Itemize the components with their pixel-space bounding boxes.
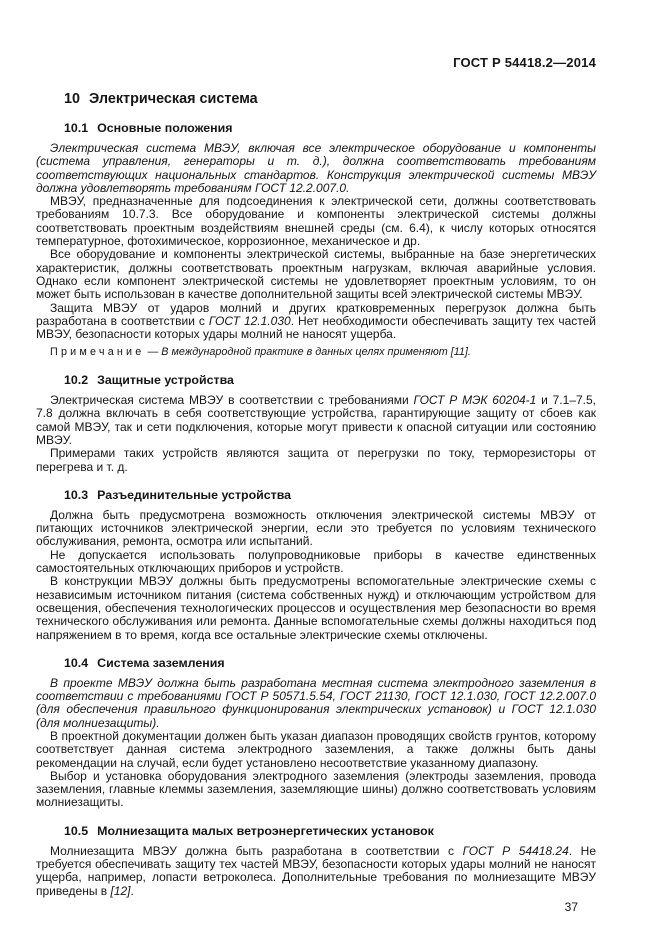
paragraph-10-1-3: Все оборудование и компоненты электрической системы, выбранные на базе энергетических характеристик, должны соответствовать проектным нагрузкам, включая аварийные условия. Однако если компонент электрической системы не удовлетворяет проектным условиям, то он может быть использован в качестве дополнительной защиты всей электрической системы МВЭУ. xyxy=(36,247,596,302)
section-heading-10-2 xyxy=(64,373,596,387)
paragraph-10-2-2: Примерами таких устройств являются защита от перегрузки по току, терморезисторы от перегрева и т. д. xyxy=(36,446,596,474)
section-heading-10-5 xyxy=(64,824,596,838)
paragraph-10-4-3: Выбор и установка оборудования электродного заземления (электроды заземления, провода заземления, главные клеммы заземления, заземляющие шины) должно соответствовать условиям молниезащиты. xyxy=(36,768,596,810)
paragraph-text: Электрическая система МВЭУ в соответствии с требованиями xyxy=(50,393,414,408)
section-number: 10.2 xyxy=(64,373,89,388)
gost-reference: ГОСТ Р МЭК 60204-1 xyxy=(413,393,537,408)
paragraph-10-3-1: Должна быть предусмотрена возможность отключения электрической системы МВЭУ от питающих источников электрической энергии, если это требуется по условиям технического обслуживания, ремонта, осмотра или испытаний. xyxy=(36,507,596,549)
note-10-1 xyxy=(36,346,596,359)
chapter-heading xyxy=(64,91,596,107)
section-heading-10-4 xyxy=(64,656,596,670)
paragraph-10-2-1 xyxy=(36,394,596,447)
section-number: 10.1 xyxy=(64,121,89,135)
note-dash: — xyxy=(147,346,159,359)
section-title: Защитные устройства xyxy=(97,373,234,388)
paragraph-text: Защита МВЭУ от ударов молний и других кратковременных перегрузок должна быть разработана в соответствии с xyxy=(36,300,596,328)
paragraph-10-1-4 xyxy=(36,302,596,342)
chapter-number: 10 xyxy=(64,91,81,107)
chapter-title: Электрическая система xyxy=(89,91,258,107)
section-title: Система заземления xyxy=(97,655,225,670)
bibliography-reference: [12] xyxy=(110,883,131,898)
gost-reference: ГОСТ Р 54418.24 xyxy=(462,843,569,858)
gost-reference: ГОСТ 12.1.030 xyxy=(208,313,291,328)
paragraph-text: и 7.1–7.5, 7.8 должна включать в себя соответствующие устройства, гарантирующие защиту от сбоев как самой МВЭУ, так и сети подключения, которые могут привести к опасной ситуации или состоянию МВЭУ. xyxy=(36,393,597,447)
section-number: 10.4 xyxy=(64,655,89,670)
section-title: Разъединительные устройства xyxy=(97,487,292,502)
paragraph-10-4-1: В проекте МВЭУ должна быть разработана местная система электродного заземления в соответствии с требованиями ГОСТ Р 50571.5.54, ГОСТ 21130, ГОСТ 12.1.030, ГОСТ 12.2.007.0 (для обеспечения правильного функционирования электрических установок) и ГОСТ 12.1.030 (для молниезащиты). xyxy=(36,675,596,730)
paragraph-10-1-1: Электрическая система МВЭУ, включая все электрическое оборудование и компоненты (система управления, генераторы и т. д.), должна соответствовать требованиям соответствующих национальных стандартов. Конструкция электрической системы МВЭУ должна удовлетворять требованиям ГОСТ 12.2.007.0. xyxy=(36,141,596,195)
doc-code: ГОСТ Р 54418.2—2014 xyxy=(453,55,596,70)
section-title: Молниезащита малых ветроэнергетических установок xyxy=(97,823,434,838)
paragraph-text: . Нет необходимости обеспечивать защиту тех частей МВЭУ, безопасности которых удары молний не наносят ущерба. xyxy=(36,313,597,342)
paragraph-10-1-2: МВЭУ, предназначенные для подсоединения к электрической сети, должны соответствовать требованиям 10.7.3. Все оборудование и компоненты электрической системы должны соответствовать проектным воздействиям внешней среды (см. 6.4), к числу которых относятся температурное, фотохимическое, коррозионное, механическое и др. xyxy=(36,194,596,249)
note-label: Примечание xyxy=(50,346,145,359)
paragraph-10-3-3: В конструкции МВЭУ должны быть предусмотрены вспомогательные электрические схемы с независимым источником питания (система собственных нужд) и отключающим устройством для освещения, обеспечения технологических процессов и осуществления мер безопасности во время технического обслуживания или ремонта. Данные вспомогательные схемы должны находиться под напряжением в то время, когда все остальные электрические схемы отключены. xyxy=(36,574,596,642)
section-heading-10-1 xyxy=(64,121,596,135)
paragraph-text: . Не требуется обеспечивать защиту тех частей МВЭУ, безопасности которых удары молний не наносят ущерба, например, лопасти ветроколеса. Дополнительные требования по молниезащите МВЭУ приведены в xyxy=(36,843,596,898)
paragraph-10-5-1 xyxy=(36,845,596,898)
section-number: 10.5 xyxy=(64,823,89,838)
note-text: В международной практике в данных целях применяют [11]. xyxy=(161,346,471,359)
page-number: 37 xyxy=(564,899,578,914)
section-number: 10.3 xyxy=(64,487,89,502)
paragraph-text: . xyxy=(130,883,134,898)
section-title: Основные положения xyxy=(97,121,233,135)
section-heading-10-3 xyxy=(64,488,596,502)
paragraph-text: Молниезащита МВЭУ должна быть разработана в соответствии с xyxy=(50,843,463,858)
paragraph-10-4-2: В проектной документации должен быть указан диапазон проводящих свойств грунтов, которому соответствует данная система электродного заземления, а также должны быть даны рекомендации на случай, если будет установлено несоответствие указанному диапазону. xyxy=(36,728,596,770)
document-header xyxy=(36,55,596,70)
paragraph-10-3-2: Не допускается использовать полупроводниковые приборы в качестве единственных самостоятельных отключающих приборов и устройств. xyxy=(36,547,596,576)
